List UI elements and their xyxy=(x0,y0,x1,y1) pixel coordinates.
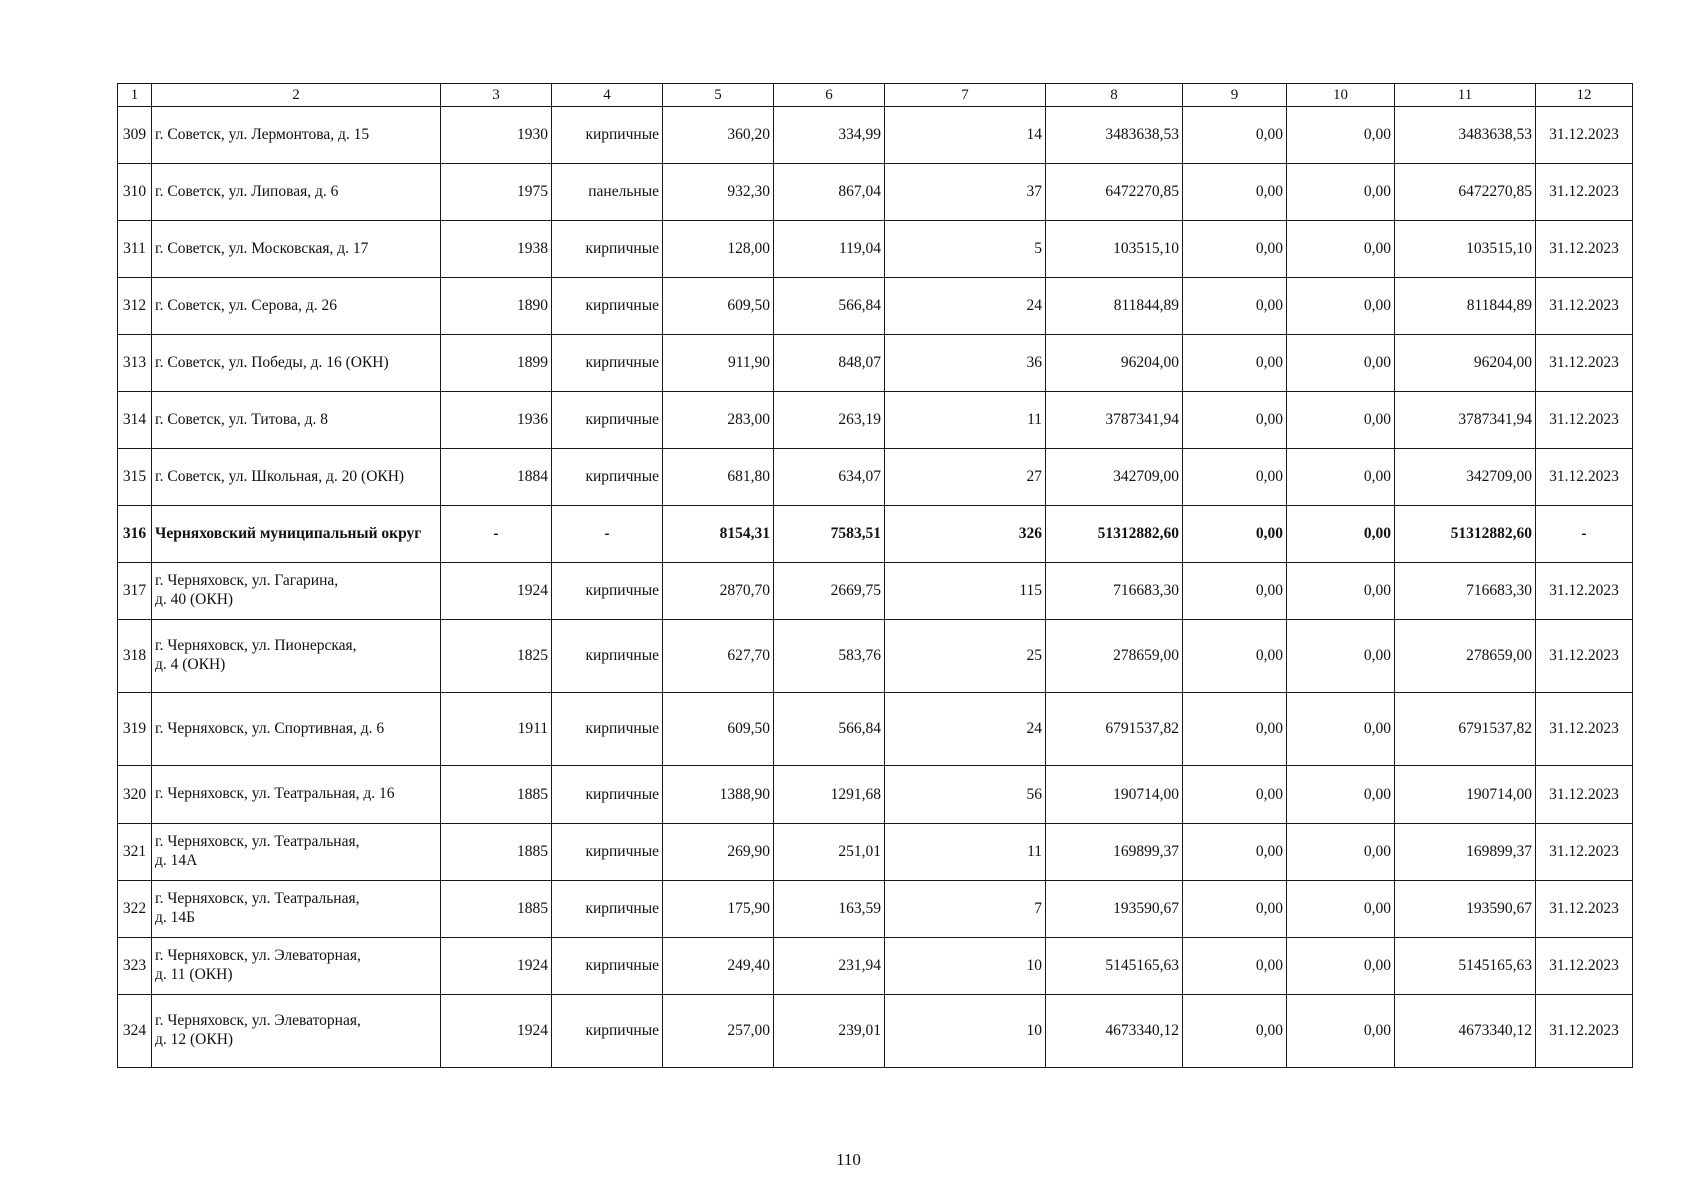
col-7-value-cell: 10 xyxy=(885,938,1046,995)
year-cell: 1885 xyxy=(441,766,552,824)
table-row xyxy=(118,107,1633,164)
col-11-value-cell: 5145165,63 xyxy=(1395,938,1536,995)
row-number-cell: 323 xyxy=(118,938,152,995)
address-cell: г. Советск, ул. Московская, д. 17 xyxy=(152,221,441,278)
col-6-value-cell: 239,01 xyxy=(774,995,885,1068)
table-row xyxy=(118,620,1633,693)
date-cell: - xyxy=(1536,506,1633,563)
wall-material-cell: кирпичные xyxy=(552,392,663,449)
wall-material-cell: кирпичные xyxy=(552,766,663,824)
table-row xyxy=(118,766,1633,824)
col-5-value-cell: 2870,70 xyxy=(663,563,774,620)
col-7-value-cell: 5 xyxy=(885,221,1046,278)
col-5-value-cell: 249,40 xyxy=(663,938,774,995)
col-8-value-cell: 5145165,63 xyxy=(1046,938,1183,995)
col-9-value-cell: 0,00 xyxy=(1183,506,1287,563)
table-row-total xyxy=(118,506,1633,563)
col-10-value-cell: 0,00 xyxy=(1287,164,1395,221)
col-5-value-cell: 681,80 xyxy=(663,449,774,506)
address-cell: г. Советск, ул. Серова, д. 26 xyxy=(152,278,441,335)
row-number-cell: 313 xyxy=(118,335,152,392)
col-5-value-cell: 8154,31 xyxy=(663,506,774,563)
column-header-11: 11 xyxy=(1395,84,1536,107)
date-cell: 31.12.2023 xyxy=(1536,693,1633,766)
date-cell: 31.12.2023 xyxy=(1536,824,1633,881)
col-8-value-cell: 51312882,60 xyxy=(1046,506,1183,563)
col-9-value-cell: 0,00 xyxy=(1183,392,1287,449)
col-5-value-cell: 932,30 xyxy=(663,164,774,221)
table-body xyxy=(118,84,1633,1068)
col-10-value-cell: 0,00 xyxy=(1287,335,1395,392)
table-row xyxy=(118,938,1633,995)
col-11-value-cell: 51312882,60 xyxy=(1395,506,1536,563)
date-cell: 31.12.2023 xyxy=(1536,938,1633,995)
data-table xyxy=(117,83,1633,1068)
col-5-value-cell: 175,90 xyxy=(663,881,774,938)
col-10-value-cell: 0,00 xyxy=(1287,107,1395,164)
col-8-value-cell: 716683,30 xyxy=(1046,563,1183,620)
wall-material-cell: кирпичные xyxy=(552,693,663,766)
wall-material-cell: кирпичные xyxy=(552,221,663,278)
table-row xyxy=(118,335,1633,392)
table-row xyxy=(118,881,1633,938)
col-11-value-cell: 169899,37 xyxy=(1395,824,1536,881)
year-cell: 1899 xyxy=(441,335,552,392)
col-6-value-cell: 251,01 xyxy=(774,824,885,881)
year-cell: 1924 xyxy=(441,995,552,1068)
table-row xyxy=(118,449,1633,506)
col-8-value-cell: 103515,10 xyxy=(1046,221,1183,278)
col-7-value-cell: 11 xyxy=(885,392,1046,449)
col-7-value-cell: 7 xyxy=(885,881,1046,938)
date-cell: 31.12.2023 xyxy=(1536,392,1633,449)
col-8-value-cell: 278659,00 xyxy=(1046,620,1183,693)
wall-material-cell: - xyxy=(552,506,663,563)
col-11-value-cell: 811844,89 xyxy=(1395,278,1536,335)
date-cell: 31.12.2023 xyxy=(1536,278,1633,335)
col-8-value-cell: 811844,89 xyxy=(1046,278,1183,335)
col-6-value-cell: 334,99 xyxy=(774,107,885,164)
col-7-value-cell: 11 xyxy=(885,824,1046,881)
address-cell: г. Черняховск, ул. Спортивная, д. 6 xyxy=(152,693,441,766)
col-10-value-cell: 0,00 xyxy=(1287,881,1395,938)
row-number-cell: 321 xyxy=(118,824,152,881)
address-cell: г. Советск, ул. Лермонтова, д. 15 xyxy=(152,107,441,164)
wall-material-cell: кирпичные xyxy=(552,107,663,164)
col-7-value-cell: 27 xyxy=(885,449,1046,506)
year-cell: 1924 xyxy=(441,563,552,620)
col-6-value-cell: 263,19 xyxy=(774,392,885,449)
wall-material-cell: кирпичные xyxy=(552,335,663,392)
col-7-value-cell: 14 xyxy=(885,107,1046,164)
row-number-cell: 315 xyxy=(118,449,152,506)
column-header-12: 12 xyxy=(1536,84,1633,107)
col-11-value-cell: 342709,00 xyxy=(1395,449,1536,506)
year-cell: 1975 xyxy=(441,164,552,221)
col-8-value-cell: 190714,00 xyxy=(1046,766,1183,824)
col-6-value-cell: 848,07 xyxy=(774,335,885,392)
date-cell: 31.12.2023 xyxy=(1536,881,1633,938)
col-7-value-cell: 326 xyxy=(885,506,1046,563)
column-header-1: 1 xyxy=(118,84,152,107)
column-header-9: 9 xyxy=(1183,84,1287,107)
table-row xyxy=(118,693,1633,766)
wall-material-cell: кирпичные xyxy=(552,881,663,938)
address-cell: г. Черняховск, ул. Театральная, д. 16 xyxy=(152,766,441,824)
col-10-value-cell: 0,00 xyxy=(1287,506,1395,563)
column-header-8: 8 xyxy=(1046,84,1183,107)
col-6-value-cell: 1291,68 xyxy=(774,766,885,824)
col-9-value-cell: 0,00 xyxy=(1183,107,1287,164)
date-cell: 31.12.2023 xyxy=(1536,107,1633,164)
col-9-value-cell: 0,00 xyxy=(1183,563,1287,620)
col-10-value-cell: 0,00 xyxy=(1287,563,1395,620)
address-cell: г. Черняховск, ул. Элеваторная, д. 11 (ОКН) xyxy=(152,938,441,995)
table-row xyxy=(118,278,1633,335)
year-cell: 1885 xyxy=(441,824,552,881)
col-5-value-cell: 911,90 xyxy=(663,335,774,392)
col-7-value-cell: 115 xyxy=(885,563,1046,620)
col-5-value-cell: 1388,90 xyxy=(663,766,774,824)
col-8-value-cell: 342709,00 xyxy=(1046,449,1183,506)
col-11-value-cell: 3483638,53 xyxy=(1395,107,1536,164)
col-7-value-cell: 25 xyxy=(885,620,1046,693)
col-9-value-cell: 0,00 xyxy=(1183,221,1287,278)
col-10-value-cell: 0,00 xyxy=(1287,221,1395,278)
column-header-10: 10 xyxy=(1287,84,1395,107)
col-6-value-cell: 634,07 xyxy=(774,449,885,506)
column-header-6: 6 xyxy=(774,84,885,107)
date-cell: 31.12.2023 xyxy=(1536,449,1633,506)
address-cell: г. Черняховск, ул. Гагарина, д. 40 (ОКН) xyxy=(152,563,441,620)
col-6-value-cell: 7583,51 xyxy=(774,506,885,563)
column-header-2: 2 xyxy=(152,84,441,107)
table-row xyxy=(118,164,1633,221)
col-9-value-cell: 0,00 xyxy=(1183,335,1287,392)
column-header-row xyxy=(118,84,1633,107)
address-cell: г. Черняховск, ул. Театральная, д. 14Б xyxy=(152,881,441,938)
col-11-value-cell: 103515,10 xyxy=(1395,221,1536,278)
col-11-value-cell: 6472270,85 xyxy=(1395,164,1536,221)
col-9-value-cell: 0,00 xyxy=(1183,824,1287,881)
year-cell: 1936 xyxy=(441,392,552,449)
col-7-value-cell: 24 xyxy=(885,693,1046,766)
col-6-value-cell: 583,76 xyxy=(774,620,885,693)
wall-material-cell: кирпичные xyxy=(552,278,663,335)
year-cell: 1924 xyxy=(441,938,552,995)
wall-material-cell: кирпичные xyxy=(552,620,663,693)
col-5-value-cell: 283,00 xyxy=(663,392,774,449)
address-cell: г. Советск, ул. Титова, д. 8 xyxy=(152,392,441,449)
col-9-value-cell: 0,00 xyxy=(1183,278,1287,335)
col-5-value-cell: 128,00 xyxy=(663,221,774,278)
year-cell: 1938 xyxy=(441,221,552,278)
col-11-value-cell: 4673340,12 xyxy=(1395,995,1536,1068)
page-number: 110 xyxy=(836,1150,861,1169)
col-10-value-cell: 0,00 xyxy=(1287,824,1395,881)
year-cell: 1930 xyxy=(441,107,552,164)
col-11-value-cell: 278659,00 xyxy=(1395,620,1536,693)
col-9-value-cell: 0,00 xyxy=(1183,164,1287,221)
address-cell: г. Советск, ул. Школьная, д. 20 (ОКН) xyxy=(152,449,441,506)
col-9-value-cell: 0,00 xyxy=(1183,938,1287,995)
col-7-value-cell: 24 xyxy=(885,278,1046,335)
address-cell: г. Черняховск, ул. Пионерская, д. 4 (ОКН) xyxy=(152,620,441,693)
date-cell: 31.12.2023 xyxy=(1536,563,1633,620)
wall-material-cell: кирпичные xyxy=(552,938,663,995)
col-7-value-cell: 10 xyxy=(885,995,1046,1068)
col-10-value-cell: 0,00 xyxy=(1287,995,1395,1068)
col-5-value-cell: 627,70 xyxy=(663,620,774,693)
table-row xyxy=(118,392,1633,449)
row-number-cell: 310 xyxy=(118,164,152,221)
year-cell: 1884 xyxy=(441,449,552,506)
address-cell: г. Черняховск, ул. Элеваторная, д. 12 (ОКН) xyxy=(152,995,441,1068)
address-cell: Черняховский муниципальный округ xyxy=(152,506,441,563)
row-number-cell: 309 xyxy=(118,107,152,164)
col-5-value-cell: 609,50 xyxy=(663,278,774,335)
col-8-value-cell: 96204,00 xyxy=(1046,335,1183,392)
col-9-value-cell: 0,00 xyxy=(1183,881,1287,938)
col-11-value-cell: 716683,30 xyxy=(1395,563,1536,620)
col-5-value-cell: 269,90 xyxy=(663,824,774,881)
column-header-4: 4 xyxy=(552,84,663,107)
col-6-value-cell: 566,84 xyxy=(774,693,885,766)
table-row xyxy=(118,221,1633,278)
col-6-value-cell: 566,84 xyxy=(774,278,885,335)
column-header-7: 7 xyxy=(885,84,1046,107)
wall-material-cell: панельные xyxy=(552,164,663,221)
row-number-cell: 318 xyxy=(118,620,152,693)
col-5-value-cell: 257,00 xyxy=(663,995,774,1068)
address-cell: г. Советск, ул. Липовая, д. 6 xyxy=(152,164,441,221)
col-11-value-cell: 3787341,94 xyxy=(1395,392,1536,449)
table-row xyxy=(118,563,1633,620)
col-11-value-cell: 6791537,82 xyxy=(1395,693,1536,766)
date-cell: 31.12.2023 xyxy=(1536,995,1633,1068)
table-row xyxy=(118,824,1633,881)
col-10-value-cell: 0,00 xyxy=(1287,938,1395,995)
year-cell: 1825 xyxy=(441,620,552,693)
row-number-cell: 316 xyxy=(118,506,152,563)
row-number-cell: 322 xyxy=(118,881,152,938)
col-9-value-cell: 0,00 xyxy=(1183,995,1287,1068)
date-cell: 31.12.2023 xyxy=(1536,164,1633,221)
row-number-cell: 317 xyxy=(118,563,152,620)
col-8-value-cell: 3483638,53 xyxy=(1046,107,1183,164)
date-cell: 31.12.2023 xyxy=(1536,620,1633,693)
row-number-cell: 314 xyxy=(118,392,152,449)
col-5-value-cell: 609,50 xyxy=(663,693,774,766)
col-6-value-cell: 231,94 xyxy=(774,938,885,995)
col-10-value-cell: 0,00 xyxy=(1287,766,1395,824)
wall-material-cell: кирпичные xyxy=(552,449,663,506)
col-10-value-cell: 0,00 xyxy=(1287,392,1395,449)
column-header-3: 3 xyxy=(441,84,552,107)
row-number-cell: 324 xyxy=(118,995,152,1068)
col-6-value-cell: 163,59 xyxy=(774,881,885,938)
col-8-value-cell: 193590,67 xyxy=(1046,881,1183,938)
col-8-value-cell: 169899,37 xyxy=(1046,824,1183,881)
col-11-value-cell: 96204,00 xyxy=(1395,335,1536,392)
col-10-value-cell: 0,00 xyxy=(1287,449,1395,506)
col-10-value-cell: 0,00 xyxy=(1287,620,1395,693)
date-cell: 31.12.2023 xyxy=(1536,335,1633,392)
col-5-value-cell: 360,20 xyxy=(663,107,774,164)
wall-material-cell: кирпичные xyxy=(552,563,663,620)
col-8-value-cell: 6472270,85 xyxy=(1046,164,1183,221)
col-10-value-cell: 0,00 xyxy=(1287,693,1395,766)
col-7-value-cell: 36 xyxy=(885,335,1046,392)
wall-material-cell: кирпичные xyxy=(552,995,663,1068)
year-cell: 1911 xyxy=(441,693,552,766)
row-number-cell: 312 xyxy=(118,278,152,335)
col-11-value-cell: 190714,00 xyxy=(1395,766,1536,824)
col-9-value-cell: 0,00 xyxy=(1183,693,1287,766)
row-number-cell: 311 xyxy=(118,221,152,278)
row-number-cell: 319 xyxy=(118,693,152,766)
col-9-value-cell: 0,00 xyxy=(1183,766,1287,824)
row-number-cell: 320 xyxy=(118,766,152,824)
column-header-5: 5 xyxy=(663,84,774,107)
col-6-value-cell: 867,04 xyxy=(774,164,885,221)
year-cell: 1890 xyxy=(441,278,552,335)
year-cell: 1885 xyxy=(441,881,552,938)
col-9-value-cell: 0,00 xyxy=(1183,620,1287,693)
year-cell: - xyxy=(441,506,552,563)
col-8-value-cell: 6791537,82 xyxy=(1046,693,1183,766)
col-9-value-cell: 0,00 xyxy=(1183,449,1287,506)
col-11-value-cell: 193590,67 xyxy=(1395,881,1536,938)
address-cell: г. Советск, ул. Победы, д. 16 (ОКН) xyxy=(152,335,441,392)
col-10-value-cell: 0,00 xyxy=(1287,278,1395,335)
col-6-value-cell: 2669,75 xyxy=(774,563,885,620)
col-8-value-cell: 3787341,94 xyxy=(1046,392,1183,449)
col-7-value-cell: 37 xyxy=(885,164,1046,221)
col-6-value-cell: 119,04 xyxy=(774,221,885,278)
date-cell: 31.12.2023 xyxy=(1536,766,1633,824)
table-row xyxy=(118,995,1633,1068)
col-7-value-cell: 56 xyxy=(885,766,1046,824)
address-cell: г. Черняховск, ул. Театральная, д. 14А xyxy=(152,824,441,881)
wall-material-cell: кирпичные xyxy=(552,824,663,881)
col-8-value-cell: 4673340,12 xyxy=(1046,995,1183,1068)
date-cell: 31.12.2023 xyxy=(1536,221,1633,278)
